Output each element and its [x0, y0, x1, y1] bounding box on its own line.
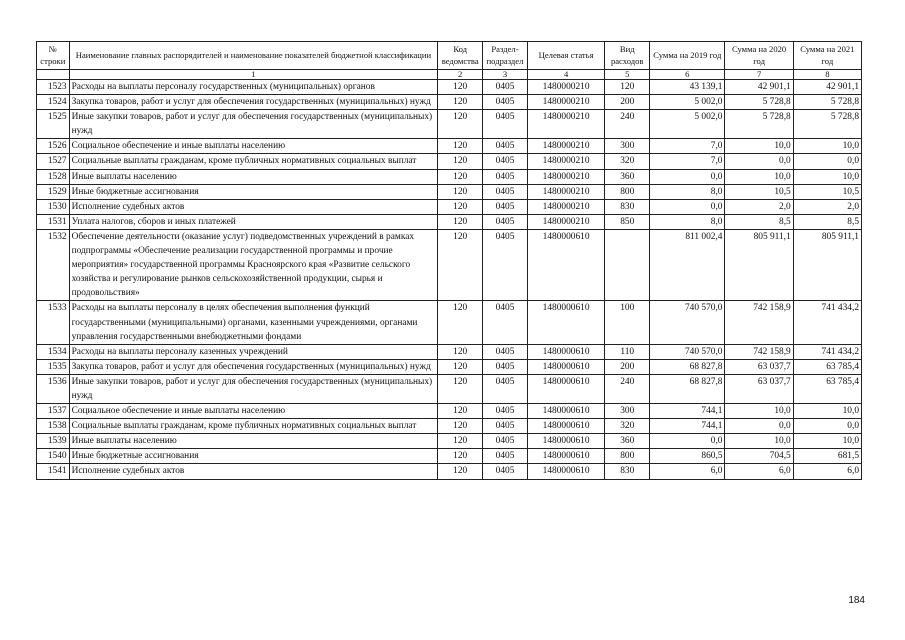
row-sum-2020: 805 911,1 — [725, 229, 793, 300]
row-target-article: 1480000610 — [527, 301, 604, 344]
row-sum-2021: 741 434,2 — [793, 344, 861, 359]
table-row — [37, 359, 862, 374]
row-section-code: 0405 — [483, 434, 528, 449]
row-section-code: 0405 — [483, 199, 528, 214]
row-expense-kind: 300 — [605, 139, 650, 154]
row-sum-2021: 805 911,1 — [793, 229, 861, 300]
row-target-article: 1480000210 — [527, 214, 604, 229]
row-expense-kind: 800 — [605, 184, 650, 199]
row-target-article: 1480000610 — [527, 344, 604, 359]
row-sum-2021: 10,5 — [793, 184, 861, 199]
budget-table — [36, 41, 862, 480]
row-sum-2021: 0,0 — [793, 419, 861, 434]
row-name: Расходы на выплаты персоналу в целях обеспечения выполнения функций государственными (муниципальными) органами, казенными учреждениями, органами управления государственными внебюджетными фондами — [69, 301, 438, 344]
row-target-article: 1480000610 — [527, 374, 604, 403]
row-section-code: 0405 — [483, 344, 528, 359]
row-ministry-code: 120 — [438, 95, 483, 110]
row-ministry-code: 120 — [438, 449, 483, 464]
row-number: 1537 — [37, 404, 70, 419]
row-target-article: 1480000210 — [527, 139, 604, 154]
row-target-article: 1480000610 — [527, 434, 604, 449]
row-number: 1525 — [37, 110, 70, 139]
row-section-code: 0405 — [483, 154, 528, 169]
row-section-code: 0405 — [483, 139, 528, 154]
page-number: 184 — [848, 595, 865, 606]
row-sum-2020: 6,0 — [725, 464, 793, 479]
table-row — [37, 95, 862, 110]
column-number — [37, 70, 70, 80]
row-section-code: 0405 — [483, 449, 528, 464]
row-sum-2020: 0,0 — [725, 419, 793, 434]
row-target-article: 1480000610 — [527, 404, 604, 419]
row-name: Расходы на выплаты персоналу казенных учреждений — [69, 344, 438, 359]
row-sum-2019: 7,0 — [650, 154, 725, 169]
row-name: Иные бюджетные ассигнования — [69, 184, 438, 199]
row-expense-kind: 360 — [605, 169, 650, 184]
row-ministry-code: 120 — [438, 80, 483, 95]
row-name: Уплата налогов, сборов и иных платежей — [69, 214, 438, 229]
row-sum-2019: 744,1 — [650, 404, 725, 419]
row-target-article: 1480000610 — [527, 419, 604, 434]
row-expense-kind: 830 — [605, 199, 650, 214]
row-expense-kind: 850 — [605, 214, 650, 229]
row-sum-2021: 42 901,1 — [793, 80, 861, 95]
row-sum-2019: 0,0 — [650, 199, 725, 214]
table-row — [37, 374, 862, 403]
header-row — [37, 42, 862, 70]
row-number: 1524 — [37, 95, 70, 110]
row-expense-kind: 100 — [605, 301, 650, 344]
column-number: 5 — [605, 70, 650, 80]
row-target-article: 1480000610 — [527, 449, 604, 464]
row-sum-2021: 8,5 — [793, 214, 861, 229]
column-number: 1 — [69, 70, 438, 80]
row-expense-kind: 320 — [605, 419, 650, 434]
row-sum-2021: 5 728,8 — [793, 110, 861, 139]
row-sum-2019: 0,0 — [650, 169, 725, 184]
row-number: 1529 — [37, 184, 70, 199]
row-expense-kind: 300 — [605, 404, 650, 419]
header-name: Наименование главных распорядителей и наименование показателей бюджетной классификации — [69, 42, 438, 70]
row-sum-2020: 42 901,1 — [725, 80, 793, 95]
row-name: Социальные выплаты гражданам, кроме публичных нормативных социальных выплат — [69, 154, 438, 169]
table-row — [37, 301, 862, 344]
row-sum-2020: 63 037,7 — [725, 359, 793, 374]
table-row — [37, 464, 862, 479]
table-row — [37, 184, 862, 199]
row-target-article: 1480000210 — [527, 154, 604, 169]
row-ministry-code: 120 — [438, 229, 483, 300]
row-sum-2019: 8,0 — [650, 214, 725, 229]
row-number: 1532 — [37, 229, 70, 300]
table-row — [37, 419, 862, 434]
row-sum-2019: 740 570,0 — [650, 344, 725, 359]
row-expense-kind: 120 — [605, 80, 650, 95]
row-sum-2020: 742 158,9 — [725, 301, 793, 344]
row-number: 1528 — [37, 169, 70, 184]
row-section-code: 0405 — [483, 419, 528, 434]
row-sum-2020: 10,0 — [725, 434, 793, 449]
row-sum-2019: 5 002,0 — [650, 110, 725, 139]
row-number: 1536 — [37, 374, 70, 403]
row-sum-2020: 10,0 — [725, 404, 793, 419]
row-sum-2021: 6,0 — [793, 464, 861, 479]
row-name: Закупка товаров, работ и услуг для обеспечения государственных (муниципальных) нужд — [69, 95, 438, 110]
row-sum-2019: 5 002,0 — [650, 95, 725, 110]
row-ministry-code: 120 — [438, 110, 483, 139]
table-row — [37, 110, 862, 139]
row-section-code: 0405 — [483, 359, 528, 374]
row-sum-2021: 741 434,2 — [793, 301, 861, 344]
row-section-code: 0405 — [483, 169, 528, 184]
table-row — [37, 169, 862, 184]
row-section-code: 0405 — [483, 80, 528, 95]
row-sum-2020: 0,0 — [725, 154, 793, 169]
row-ministry-code: 120 — [438, 464, 483, 479]
column-number: 7 — [725, 70, 793, 80]
row-section-code: 0405 — [483, 110, 528, 139]
row-expense-kind — [605, 229, 650, 300]
row-number: 1533 — [37, 301, 70, 344]
row-sum-2020: 63 037,7 — [725, 374, 793, 403]
row-sum-2020: 5 728,8 — [725, 95, 793, 110]
row-sum-2019: 860,5 — [650, 449, 725, 464]
row-name: Расходы на выплаты персоналу государственных (муниципальных) органов — [69, 80, 438, 95]
table-row — [37, 449, 862, 464]
row-ministry-code: 120 — [438, 199, 483, 214]
row-ministry-code: 120 — [438, 301, 483, 344]
row-sum-2019: 68 827,8 — [650, 359, 725, 374]
table-row — [37, 154, 862, 169]
row-expense-kind: 800 — [605, 449, 650, 464]
row-ministry-code: 120 — [438, 344, 483, 359]
row-number: 1538 — [37, 419, 70, 434]
row-expense-kind: 360 — [605, 434, 650, 449]
row-sum-2020: 10,0 — [725, 139, 793, 154]
table-row — [37, 404, 862, 419]
row-sum-2020: 8,5 — [725, 214, 793, 229]
row-sum-2019: 740 570,0 — [650, 301, 725, 344]
row-sum-2021: 10,0 — [793, 139, 861, 154]
row-target-article: 1480000210 — [527, 184, 604, 199]
row-section-code: 0405 — [483, 464, 528, 479]
row-name: Исполнение судебных актов — [69, 199, 438, 214]
row-expense-kind: 320 — [605, 154, 650, 169]
row-ministry-code: 120 — [438, 434, 483, 449]
row-target-article: 1480000210 — [527, 110, 604, 139]
row-name: Социальное обеспечение и иные выплаты населению — [69, 404, 438, 419]
row-number: 1535 — [37, 359, 70, 374]
row-ministry-code: 120 — [438, 154, 483, 169]
header-row-no: № строки — [37, 42, 70, 70]
row-target-article: 1480000210 — [527, 95, 604, 110]
row-expense-kind: 240 — [605, 110, 650, 139]
row-ministry-code: 120 — [438, 214, 483, 229]
row-sum-2020: 10,5 — [725, 184, 793, 199]
column-number: 4 — [527, 70, 604, 80]
row-section-code: 0405 — [483, 214, 528, 229]
row-sum-2021: 2,0 — [793, 199, 861, 214]
row-name: Иные выплаты населению — [69, 169, 438, 184]
row-expense-kind: 110 — [605, 344, 650, 359]
row-expense-kind: 200 — [605, 95, 650, 110]
row-name: Иные выплаты населению — [69, 434, 438, 449]
row-sum-2021: 63 785,4 — [793, 359, 861, 374]
row-number: 1526 — [37, 139, 70, 154]
row-number: 1539 — [37, 434, 70, 449]
row-sum-2019: 43 139,1 — [650, 80, 725, 95]
row-name: Иные закупки товаров, работ и услуг для обеспечения государственных (муниципальных) нужд — [69, 110, 438, 139]
table-row — [37, 139, 862, 154]
row-sum-2021: 10,0 — [793, 434, 861, 449]
row-target-article: 1480000210 — [527, 80, 604, 95]
row-sum-2021: 63 785,4 — [793, 374, 861, 403]
row-target-article: 1480000610 — [527, 359, 604, 374]
row-section-code: 0405 — [483, 301, 528, 344]
row-number: 1534 — [37, 344, 70, 359]
column-number: 8 — [793, 70, 861, 80]
row-target-article: 1480000210 — [527, 199, 604, 214]
header-sum-2019: Сумма на 2019 год — [650, 42, 725, 70]
row-name: Закупка товаров, работ и услуг для обеспечения государственных (муниципальных) нужд — [69, 359, 438, 374]
row-ministry-code: 120 — [438, 374, 483, 403]
row-name: Исполнение судебных актов — [69, 464, 438, 479]
row-target-article: 1480000610 — [527, 464, 604, 479]
row-number: 1530 — [37, 199, 70, 214]
row-name: Обеспечение деятельности (оказание услуг) подведомственных учреждений в рамках подпрограммы «Обеспечение реализации государственной программы и прочие мероприятия» государственной программы Красноярского края «Развитие сельского хозяйства и регулирование рынков сельскохозяйственной продукции, сырья и продовольствия» — [69, 229, 438, 300]
row-expense-kind: 240 — [605, 374, 650, 403]
row-sum-2020: 704,5 — [725, 449, 793, 464]
row-sum-2021: 10,0 — [793, 169, 861, 184]
row-number: 1531 — [37, 214, 70, 229]
column-number: 2 — [438, 70, 483, 80]
row-name: Социальное обеспечение и иные выплаты населению — [69, 139, 438, 154]
row-section-code: 0405 — [483, 184, 528, 199]
header-target: Целевая статья — [527, 42, 604, 70]
row-ministry-code: 120 — [438, 139, 483, 154]
row-sum-2021: 10,0 — [793, 404, 861, 419]
header-kind: Вид расходов — [605, 42, 650, 70]
row-ministry-code: 120 — [438, 184, 483, 199]
row-ministry-code: 120 — [438, 359, 483, 374]
row-number: 1541 — [37, 464, 70, 479]
row-ministry-code: 120 — [438, 404, 483, 419]
row-sum-2019: 0,0 — [650, 434, 725, 449]
row-section-code: 0405 — [483, 95, 528, 110]
row-sum-2021: 5 728,8 — [793, 95, 861, 110]
row-target-article: 1480000610 — [527, 229, 604, 300]
header-ministry: Код ведомства — [438, 42, 483, 70]
row-section-code: 0405 — [483, 404, 528, 419]
row-expense-kind: 200 — [605, 359, 650, 374]
row-sum-2021: 0,0 — [793, 154, 861, 169]
row-sum-2019: 68 827,8 — [650, 374, 725, 403]
row-name: Социальные выплаты гражданам, кроме публичных нормативных социальных выплат — [69, 419, 438, 434]
row-number: 1527 — [37, 154, 70, 169]
table-body — [37, 80, 862, 480]
row-section-code: 0405 — [483, 229, 528, 300]
header-sum-2020: Сумма на 2020 год — [725, 42, 793, 70]
row-sum-2019: 8,0 — [650, 184, 725, 199]
column-number-row — [37, 70, 862, 80]
row-expense-kind: 830 — [605, 464, 650, 479]
header-section: Раздел-подраздел — [483, 42, 528, 70]
column-number: 6 — [650, 70, 725, 80]
row-sum-2020: 742 158,9 — [725, 344, 793, 359]
header-sum-2021: Сумма на 2021 год — [793, 42, 861, 70]
row-sum-2020: 2,0 — [725, 199, 793, 214]
table-row — [37, 199, 862, 214]
table-row — [37, 214, 862, 229]
row-sum-2020: 10,0 — [725, 169, 793, 184]
row-number: 1540 — [37, 449, 70, 464]
row-sum-2020: 5 728,8 — [725, 110, 793, 139]
table-row — [37, 229, 862, 300]
row-name: Иные закупки товаров, работ и услуг для обеспечения государственных (муниципальных) нужд — [69, 374, 438, 403]
table-row — [37, 80, 862, 95]
table-row — [37, 344, 862, 359]
row-sum-2019: 744,1 — [650, 419, 725, 434]
row-ministry-code: 120 — [438, 169, 483, 184]
row-target-article: 1480000210 — [527, 169, 604, 184]
row-sum-2019: 7,0 — [650, 139, 725, 154]
row-sum-2019: 6,0 — [650, 464, 725, 479]
column-number: 3 — [483, 70, 528, 80]
row-sum-2019: 811 002,4 — [650, 229, 725, 300]
row-number: 1523 — [37, 80, 70, 95]
table-row — [37, 434, 862, 449]
row-ministry-code: 120 — [438, 419, 483, 434]
row-section-code: 0405 — [483, 374, 528, 403]
row-sum-2021: 681,5 — [793, 449, 861, 464]
row-name: Иные бюджетные ассигнования — [69, 449, 438, 464]
